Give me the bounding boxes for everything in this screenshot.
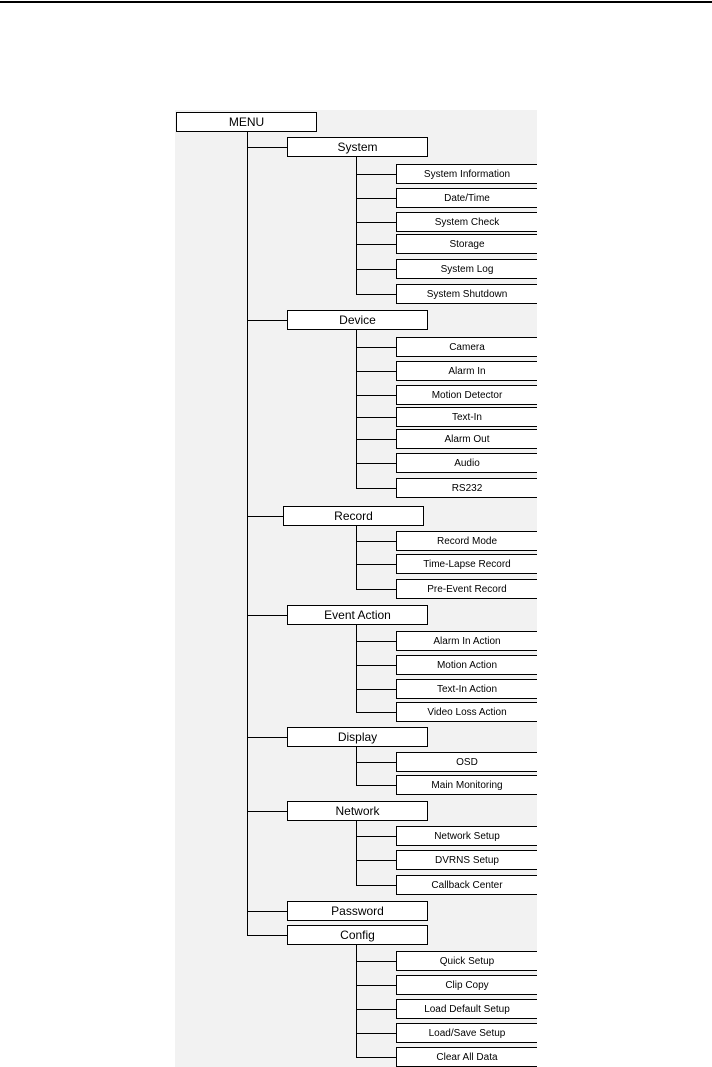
category-box-password[interactable] [287, 901, 428, 921]
submenu-item-label: System Check [434, 216, 500, 228]
connector-system [247, 147, 287, 148]
submenu-item-system-check[interactable] [396, 212, 537, 232]
connector-event-action-item [356, 641, 396, 642]
connector-record-item [356, 541, 396, 542]
menu-trunk-line [247, 132, 248, 936]
submenu-item-load-save-setup[interactable] [396, 1023, 537, 1043]
submenu-item-label: Motion Detector [431, 389, 503, 401]
connector-device-item [356, 463, 396, 464]
submenu-item-alarm-out[interactable] [396, 429, 537, 449]
connector-config-item [356, 1009, 396, 1010]
category-box-device[interactable] [287, 310, 428, 330]
category-label: Network [335, 804, 380, 818]
category-box-network[interactable] [287, 801, 428, 821]
submenu-item-label: System Information [423, 168, 511, 180]
submenu-item-label: Alarm Out [444, 433, 490, 445]
submenu-item-text-in-action[interactable] [396, 679, 537, 699]
connector-system-item [356, 294, 396, 295]
submenu-item-clear-all-data[interactable] [396, 1047, 537, 1067]
submenu-item-video-loss-action[interactable] [396, 702, 537, 722]
submenu-item-label: Callback Center [431, 879, 503, 891]
submenu-item-label: Text-In Action [436, 683, 498, 695]
connector-device-item [356, 347, 396, 348]
submenu-item-system-shutdown[interactable] [396, 284, 537, 304]
menu-root-label: MENU [228, 115, 265, 129]
submenu-item-label: System Shutdown [426, 288, 508, 300]
connector-device-item [356, 488, 396, 489]
submenu-item-label: DVRNS Setup [435, 854, 499, 866]
submenu-item-alarm-in[interactable] [396, 361, 537, 381]
connector-network [247, 811, 287, 812]
submenu-item-system-log[interactable] [396, 259, 537, 279]
connector-device-item [356, 395, 396, 396]
connector-record-item [356, 589, 396, 590]
submenu-item-label: Storage [449, 238, 485, 250]
connector-system-item [356, 244, 396, 245]
connector-device [247, 320, 287, 321]
connector-event-action [247, 615, 287, 616]
submenu-item-label: Pre-Event Record [427, 583, 507, 595]
submenu-item-camera[interactable] [396, 337, 537, 357]
submenu-item-label: Load Default Setup [424, 1003, 510, 1015]
submenu-item-label: Camera [449, 341, 485, 353]
submenu-item-rs232[interactable] [396, 478, 537, 498]
submenu-item-callback-center[interactable] [396, 875, 537, 895]
menu-root-box [176, 112, 317, 132]
submenu-item-label: Record Mode [436, 535, 498, 547]
connector-event-action-item [356, 689, 396, 690]
category-label: System [337, 140, 378, 154]
submenu-item-label: Audio [454, 457, 480, 469]
submenu-item-load-default-setup[interactable] [396, 999, 537, 1019]
branch-line-display [356, 747, 357, 786]
submenu-item-label: Video Loss Action [427, 706, 507, 718]
connector-record-item [356, 564, 396, 565]
category-label: Record [334, 509, 373, 523]
submenu-item-alarm-in-action[interactable] [396, 631, 537, 651]
submenu-item-label: Date/Time [444, 192, 490, 204]
submenu-item-label: Alarm In Action [433, 635, 501, 647]
submenu-item-label: Motion Action [436, 659, 498, 671]
submenu-item-label: RS232 [451, 482, 483, 494]
branch-line-system [356, 157, 357, 295]
submenu-item-pre-event-record[interactable] [396, 579, 537, 599]
connector-event-action-item [356, 712, 396, 713]
category-label: Device [339, 313, 376, 327]
submenu-item-audio[interactable] [396, 453, 537, 473]
connector-network-item [356, 836, 396, 837]
submenu-item-label: Clear All Data [436, 1051, 498, 1063]
submenu-item-storage[interactable] [396, 234, 537, 254]
submenu-item-label: Quick Setup [439, 955, 495, 967]
category-box-display[interactable] [287, 727, 428, 747]
category-box-record[interactable] [283, 506, 424, 526]
connector-system-item [356, 222, 396, 223]
connector-config-item [356, 1057, 396, 1058]
submenu-item-dvrns-setup[interactable] [396, 850, 537, 870]
connector-event-action-item [356, 665, 396, 666]
category-label: Display [337, 730, 378, 744]
category-box-config[interactable] [287, 925, 428, 945]
submenu-item-system-information[interactable] [396, 164, 537, 184]
submenu-item-label: OSD [456, 756, 478, 768]
connector-config [247, 935, 287, 936]
connector-device-item [356, 439, 396, 440]
submenu-item-label: Network Setup [434, 830, 500, 842]
submenu-item-label: Alarm In [448, 365, 486, 377]
connector-display-item [356, 762, 396, 763]
submenu-item-text-in[interactable] [396, 407, 537, 427]
connector-system-item [356, 174, 396, 175]
submenu-item-network-setup[interactable] [396, 826, 537, 846]
connector-config-item [356, 985, 396, 986]
connector-system-item [356, 198, 396, 199]
submenu-item-label: Load/Save Setup [428, 1027, 506, 1039]
connector-display [247, 737, 287, 738]
submenu-item-main-monitoring[interactable] [396, 775, 537, 795]
category-box-event-action[interactable] [287, 605, 428, 625]
branch-line-record [356, 526, 357, 590]
branch-line-device [356, 330, 357, 489]
connector-device-item [356, 417, 396, 418]
branch-line-event-action [356, 625, 357, 713]
submenu-item-osd[interactable] [396, 752, 537, 772]
submenu-item-record-mode[interactable] [396, 531, 537, 551]
category-label: Config [340, 928, 375, 942]
submenu-item-date-time[interactable] [396, 188, 537, 208]
connector-record [247, 516, 283, 517]
connector-config-item [356, 1033, 396, 1034]
submenu-item-quick-setup[interactable] [396, 951, 537, 971]
category-box-system[interactable] [287, 137, 428, 157]
connector-display-item [356, 785, 396, 786]
submenu-item-label: Time-Lapse Record [423, 558, 511, 570]
connector-network-item [356, 885, 396, 886]
submenu-item-label: Main Monitoring [431, 779, 503, 791]
connector-password [247, 911, 287, 912]
submenu-item-label: Text-In [451, 411, 482, 423]
category-label: Event Action [324, 608, 391, 622]
category-label: Password [331, 904, 384, 918]
submenu-item-motion-action[interactable] [396, 655, 537, 675]
submenu-item-time-lapse-record[interactable] [396, 554, 537, 574]
connector-config-item [356, 961, 396, 962]
submenu-item-label: System Log [440, 263, 494, 275]
submenu-item-clip-copy[interactable] [396, 975, 537, 995]
connector-network-item [356, 860, 396, 861]
connector-device-item [356, 371, 396, 372]
submenu-item-label: Clip Copy [445, 979, 489, 991]
branch-line-network [356, 821, 357, 886]
connector-system-item [356, 269, 396, 270]
submenu-item-motion-detector[interactable] [396, 385, 537, 405]
